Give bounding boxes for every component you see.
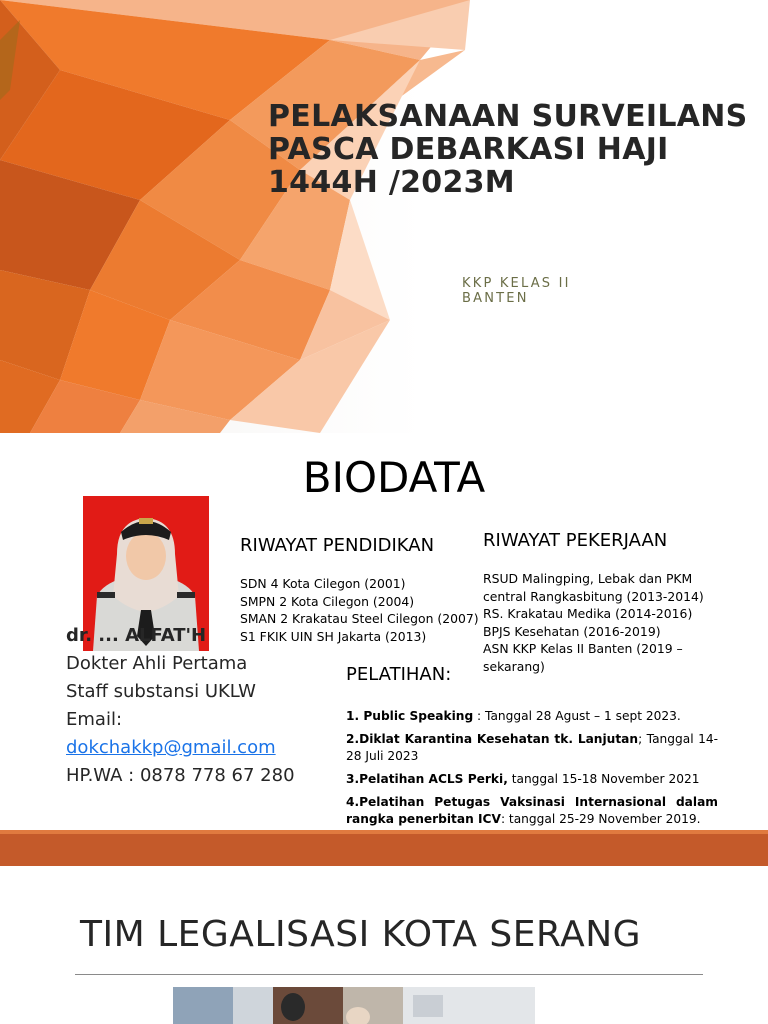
phone-number: HP.WA : 0878 778 67 280 (66, 765, 295, 786)
list-item: RSUD Malingping, Lebak dan PKM central Rangkasbitung (2013-2014) (483, 571, 704, 604)
pelatihan-list (346, 708, 718, 833)
list-item: SDN 4 Kota Cilegon (2001) (240, 576, 406, 591)
pelatihan-item: 4.Pelatihan Petugas Vaksinasi Internasional dalam rangka penerbitan ICV: tanggal 25-29 November 2019. (346, 795, 718, 826)
title-slide (0, 0, 768, 433)
list-item: BPJS Kesehatan (2016-2019) (483, 623, 661, 639)
riwayat-pendidikan-heading: RIWAYAT PENDIDIKAN (240, 535, 435, 556)
team-slide (0, 866, 768, 1024)
list-item: RS. Krakatau Medika (2014-2016) (483, 606, 693, 621)
section-divider (0, 830, 768, 866)
person-role: Dokter Ahli Pertama (66, 653, 248, 674)
list-item: SMAN 2 Krakatau Steel Cilegon (2007) (240, 611, 479, 626)
person-staff: Staff substansi UKLW (66, 681, 256, 702)
person-name: dr. ... ALFAT'H (66, 625, 207, 646)
pelatihan-item: 1. Public Speaking : Tanggal 28 Agust – 1 sept 2023. (346, 709, 681, 723)
presentation-subtitle: KKP KELAS II BANTEN (462, 276, 571, 306)
pelatihan-heading: PELATIHAN: (346, 664, 452, 685)
list-item: ASN KKP Kelas II Banten (2019 – sekarang) (483, 641, 683, 674)
riwayat-pekerjaan-heading: RIWAYAT PEKERJAAN (483, 530, 668, 551)
pekerjaan-list (483, 570, 738, 675)
team-title: TIM LEGALISASI KOTA SERANG (80, 914, 642, 955)
biodata-slide (0, 433, 768, 833)
pelatihan-item: 3.Pelatihan ACLS Perki, tanggal 15-18 November 2021 (346, 772, 700, 786)
email-label: Email: (66, 709, 123, 730)
pelatihan-item: 2.Diklat Karantina Kesehatan tk. Lanjutan; Tanggal 14- 28 Juli 2023 (346, 732, 718, 763)
email-link[interactable]: dokchakkp@gmail.com (66, 737, 276, 758)
list-item: S1 FKIK UIN SH Jakarta (2013) (240, 628, 427, 644)
title-underline (75, 974, 703, 975)
polygon-background (0, 0, 768, 433)
contact-info (66, 622, 306, 790)
team-photo (173, 987, 535, 1024)
list-item: SMPN 2 Kota Cilegon (2004) (240, 593, 415, 609)
presentation-title: PELAKSANAAN SURVEILANS PASCA DEBARKASI HAJI 1444H /2023M (268, 99, 748, 200)
biodata-heading: BIODATA (302, 453, 486, 502)
